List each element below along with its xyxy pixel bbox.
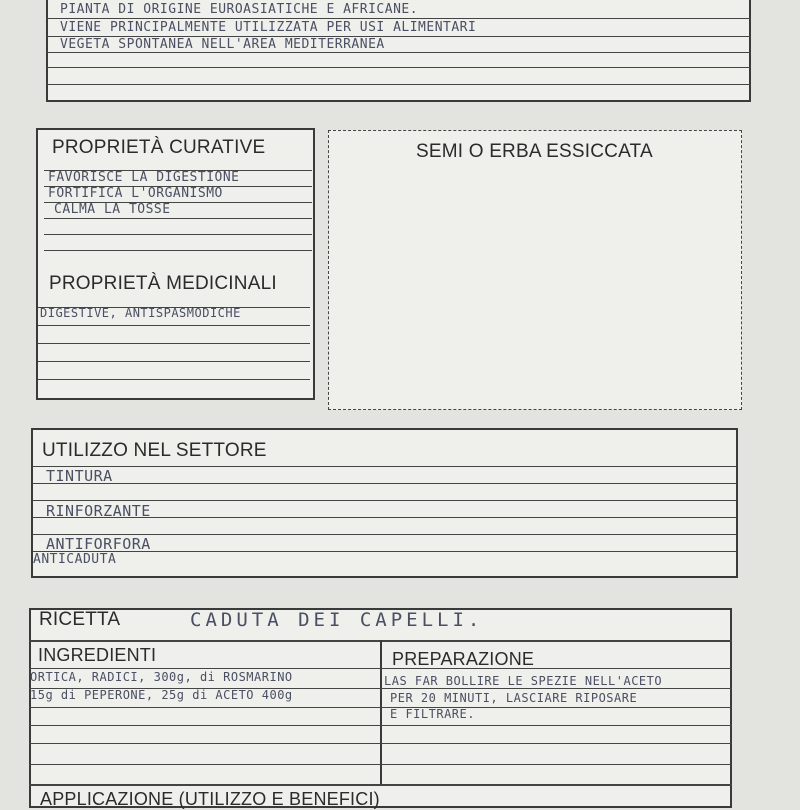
curative-line-1: FAVORISCE LA DIGESTIONE xyxy=(48,170,240,185)
ruled-line xyxy=(44,234,312,235)
curative-title: PROPRIETÀ CURATIVE xyxy=(52,137,266,158)
medicinali-title: PROPRIETÀ MEDICINALI xyxy=(49,273,277,294)
ingredienti-line-1: ORTICA, RADICI, 300g, di ROSMARINO xyxy=(30,670,293,684)
ruled-line xyxy=(38,343,310,344)
preparazione-line-3: E FILTRARE. xyxy=(390,707,475,721)
settore-line-3: ANTIFORFORA xyxy=(46,535,151,553)
curative-line-2: FORTIFICA L'ORGANISMO xyxy=(48,186,223,201)
dried-herb-box xyxy=(328,130,742,410)
ruled-line xyxy=(46,18,751,19)
settore-line-2: RINFORZANTE xyxy=(46,502,151,520)
curative-line-3: CALMA LA TOSSE xyxy=(54,202,171,217)
ruled-line xyxy=(38,379,310,380)
semi-title: SEMI O ERBA ESSICCATA xyxy=(416,141,653,162)
origin-line-3: VEGETA SPONTANEA NELL'AREA MEDITERRANEA xyxy=(60,37,385,52)
ingredienti-line-2: 15g di PEPERONE, 25g di ACETO 400g xyxy=(30,688,293,702)
settore-line-4: ANTICADUTA xyxy=(33,552,117,567)
ruled-line xyxy=(29,668,732,669)
ruled-line xyxy=(46,67,751,68)
ruled-line xyxy=(38,361,310,362)
ingredienti-title: INGREDIENTI xyxy=(38,645,157,665)
settore-line-1: TINTURA xyxy=(46,467,113,485)
ruled-line xyxy=(29,784,732,786)
ruled-line xyxy=(33,483,736,484)
ricetta-title: RICETTA xyxy=(39,609,121,630)
ruled-line xyxy=(29,707,732,708)
ruled-line xyxy=(33,500,736,501)
preparazione-title: PREPARAZIONE xyxy=(392,649,535,669)
ruled-line xyxy=(29,743,732,744)
ruled-line xyxy=(46,84,751,85)
settore-title: UTILIZZO NEL SETTORE xyxy=(42,440,267,461)
origin-line-1: PIANTA DI ORIGINE EUROASIATICHE E AFRICANE. xyxy=(60,2,419,17)
ruled-line xyxy=(44,250,312,251)
ruled-line xyxy=(38,325,310,326)
preparazione-line-2: PER 20 MINUTI, LASCIARE RIPOSARE xyxy=(390,691,638,705)
origin-line-2: VIENE PRINCIPALMENTE UTILIZZATA PER USI ALIMENTARI xyxy=(60,20,477,35)
preparazione-line-1: LAS FAR BOLLIRE LE SPEZIE NELL'ACETO xyxy=(384,674,663,688)
ruled-line xyxy=(29,725,732,726)
applicazione-title: APPLICAZIONE (UTILIZZO E BENEFICI) xyxy=(40,789,380,809)
properties-box xyxy=(36,128,315,400)
medicinali-line-1: DIGESTIVE, ANTISPASMODICHE xyxy=(40,306,241,320)
recipe-name: CADUTA DEI CAPELLI. xyxy=(190,609,484,631)
ruled-line xyxy=(29,764,732,765)
ruled-line xyxy=(33,466,736,467)
ruled-line xyxy=(46,52,751,53)
ruled-line xyxy=(44,218,312,219)
